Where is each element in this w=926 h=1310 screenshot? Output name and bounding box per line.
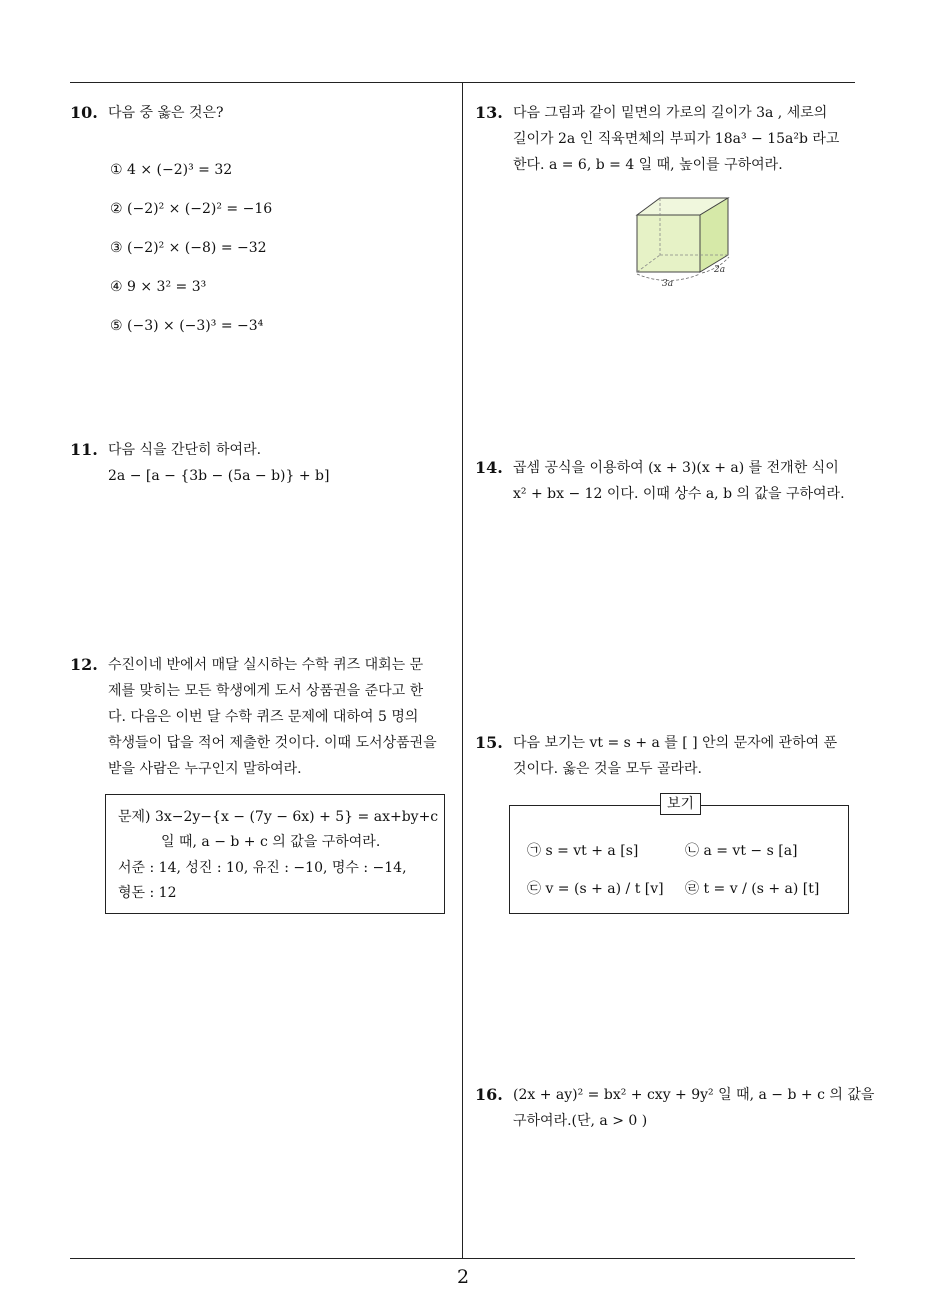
bottom-rule	[70, 1258, 855, 1259]
question-line: 구하여라.(단, a > 0 )	[513, 1113, 648, 1129]
question-15	[475, 730, 865, 782]
choice-4[interactable]: ④ 9 × 3² = 3³	[110, 279, 207, 295]
question-number: 10.	[70, 103, 98, 122]
choice-5[interactable]: ⑤ (−3) × (−3)³ = −3⁴	[110, 318, 264, 334]
question-10	[70, 100, 450, 126]
question-line: 수진이네 반에서 매달 실시하는 수학 퀴즈 대회는 문	[108, 657, 424, 673]
question-line: x² + bx − 12 이다. 이때 상수 a, b 의 값을 구하여라.	[513, 486, 845, 502]
question-13	[475, 100, 865, 178]
box-line: 서준 : 14, 성진 : 10, 유진 : −10, 명수 : −14,	[118, 860, 407, 876]
question-11	[70, 437, 450, 489]
bogi-box	[509, 796, 849, 914]
box-line: 형돈 : 12	[118, 885, 177, 901]
question-number: 11.	[70, 440, 98, 459]
question-number: 12.	[70, 655, 98, 674]
cuboid-figure	[632, 195, 742, 290]
box-line: 일 때, a − b + c 의 값을 구하여라.	[161, 834, 381, 850]
question-line: 곱셈 공식을 이용하여 (x + 3)(x + a) 를 전개한 식이	[513, 460, 839, 476]
question-number: 13.	[475, 103, 503, 122]
question-line: 길이가 2a 인 직육면체의 부피가 18a³ − 15a²b 라고	[513, 131, 840, 147]
page-number: 2	[456, 1266, 470, 1288]
question-line: 다음 그림과 같이 밑면의 가로의 길이가 3a , 세로의	[513, 105, 828, 121]
expression: 2a − [a − {3b − (5a − b)} + b]	[108, 468, 330, 484]
choice-3[interactable]: ③ (−2)² × (−8) = −32	[110, 240, 267, 256]
question-line: 제를 맞히는 모든 학생에게 도서 상품권을 준다고 한	[108, 683, 424, 699]
question-line: (2x + ay)² = bx² + cxy + 9y² 일 때, a − b + c 의 값을	[513, 1087, 875, 1103]
question-16	[475, 1082, 875, 1134]
question-12	[70, 652, 455, 782]
question-14	[475, 455, 865, 507]
bogi-item-1[interactable]: ㉠ s = vt + a [s]	[527, 843, 639, 859]
column-divider	[462, 83, 463, 1259]
cuboid-front-face	[637, 215, 700, 272]
question-line: 받을 사람은 누구인지 말하여라.	[108, 761, 302, 777]
depth-label: 2a	[714, 265, 726, 275]
bogi-item-2[interactable]: ㉡ a = vt − s [a]	[685, 843, 798, 859]
question-number: 14.	[475, 458, 503, 477]
question-line: 다음 보기는 vt = s + a 를 [ ] 안의 문자에 관하여 푼	[513, 735, 838, 751]
box-line: 문제) 3x−2y−{x − (7y − 6x) + 5} = ax+by+c	[118, 809, 439, 825]
question-line: 한다. a = 6, b = 4 일 때, 높이를 구하여라.	[513, 157, 783, 173]
choice-1[interactable]: ① 4 × (−2)³ = 32	[110, 162, 233, 178]
width-label: 3a	[662, 279, 674, 289]
question-line: 다. 다음은 이번 달 수학 퀴즈 문제에 대하여 5 명의	[108, 709, 419, 725]
bogi-item-4[interactable]: ㉣ t = v / (s + a) [t]	[685, 881, 820, 897]
question-text: 다음 식을 간단히 하여라.	[108, 442, 262, 458]
choice-2[interactable]: ② (−2)² × (−2)² = −16	[110, 201, 273, 217]
question-number: 15.	[475, 733, 503, 752]
question-text: 다음 중 옳은 것은?	[108, 105, 224, 121]
bogi-label: 보기	[660, 793, 701, 815]
question-line: 학생들이 답을 적어 제출한 것이다. 이때 도서상품권을	[108, 735, 437, 751]
problem-box	[105, 794, 445, 914]
question-line: 것이다. 옳은 것을 모두 골라라.	[513, 761, 702, 777]
question-number: 16.	[475, 1085, 503, 1104]
bogi-item-3[interactable]: ㉢ v = (s + a) / t [v]	[527, 881, 664, 897]
